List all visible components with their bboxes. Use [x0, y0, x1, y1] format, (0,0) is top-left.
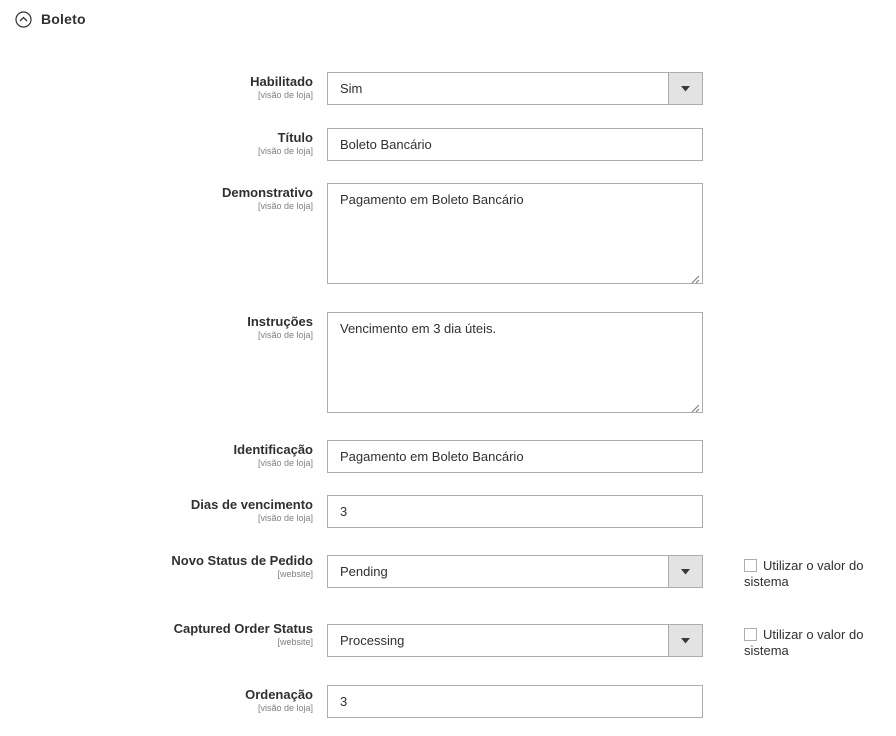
- label-text: Título: [277, 130, 313, 145]
- use-default-label: Utilizar o valor do sistema: [744, 558, 864, 589]
- select-value: Sim: [340, 81, 363, 96]
- habilitado-select[interactable]: [327, 72, 703, 105]
- use-default-novo-status[interactable]: [744, 558, 894, 590]
- dias-vencimento-input[interactable]: [327, 495, 703, 528]
- scope-label: [visão de loja]: [257, 201, 313, 211]
- field-label-instrucoes: [247, 314, 313, 341]
- novo-status-select[interactable]: [327, 555, 703, 588]
- demonstrativo-textarea[interactable]: [327, 183, 703, 284]
- dropdown-arrow-icon[interactable]: [668, 73, 702, 104]
- scope-label: [website]: [277, 637, 313, 647]
- ordenacao-input[interactable]: [327, 685, 703, 718]
- field-label-dias-vencimento: [191, 497, 313, 524]
- identificacao-input[interactable]: [327, 440, 703, 473]
- label-text: Dias de vencimento: [190, 497, 313, 512]
- input-value: 3: [340, 504, 348, 519]
- label-text: Identificação: [233, 442, 313, 457]
- dropdown-arrow-icon[interactable]: [668, 625, 702, 656]
- scope-label: [visão de loja]: [257, 513, 313, 523]
- scope-label: [website]: [277, 569, 313, 579]
- scope-label: [visão de loja]: [257, 90, 313, 100]
- label-text: Ordenação: [245, 687, 313, 702]
- field-label-demonstrativo: [222, 185, 313, 212]
- use-default-checkbox[interactable]: [744, 559, 757, 572]
- label-text: Novo Status de Pedido: [171, 553, 313, 568]
- input-value: Pagamento em Boleto Bancário: [340, 449, 524, 464]
- field-label-captured-status: [174, 621, 313, 648]
- instrucoes-textarea[interactable]: [327, 312, 703, 413]
- section-header-boleto[interactable]: [15, 8, 86, 30]
- use-default-captured-status[interactable]: [744, 627, 894, 659]
- textarea-value: Vencimento em 3 dia úteis.: [340, 321, 497, 336]
- label-text: Demonstrativo: [221, 185, 313, 200]
- field-label-ordenacao: [245, 687, 313, 714]
- section-title: Boleto: [41, 11, 86, 27]
- select-value: Processing: [340, 633, 405, 648]
- titulo-input[interactable]: [327, 128, 703, 161]
- dropdown-arrow-icon[interactable]: [668, 556, 702, 587]
- field-label-titulo: [258, 130, 313, 157]
- scope-label: [visão de loja]: [257, 703, 313, 713]
- scope-label: [visão de loja]: [257, 146, 313, 156]
- use-default-checkbox[interactable]: [744, 628, 757, 641]
- scope-label: [visão de loja]: [257, 330, 313, 340]
- scope-label: [visão de loja]: [257, 458, 313, 468]
- label-text: Captured Order Status: [173, 621, 313, 636]
- captured-status-select[interactable]: [327, 624, 703, 657]
- label-text: Instruções: [247, 314, 313, 329]
- resize-handle-icon[interactable]: [691, 272, 700, 281]
- label-text: Habilitado: [250, 74, 313, 89]
- select-value: Pending: [340, 564, 388, 579]
- field-label-novo-status: [171, 553, 313, 580]
- resize-handle-icon[interactable]: [691, 401, 700, 410]
- input-value: 3: [340, 694, 348, 709]
- field-label-identificacao: [234, 442, 313, 469]
- textarea-value: Pagamento em Boleto Bancário: [340, 192, 524, 207]
- input-value: Boleto Bancário: [340, 137, 432, 152]
- field-label-habilitado: [250, 74, 313, 101]
- use-default-label: Utilizar o valor do sistema: [744, 627, 864, 658]
- collapse-icon[interactable]: [15, 11, 32, 28]
